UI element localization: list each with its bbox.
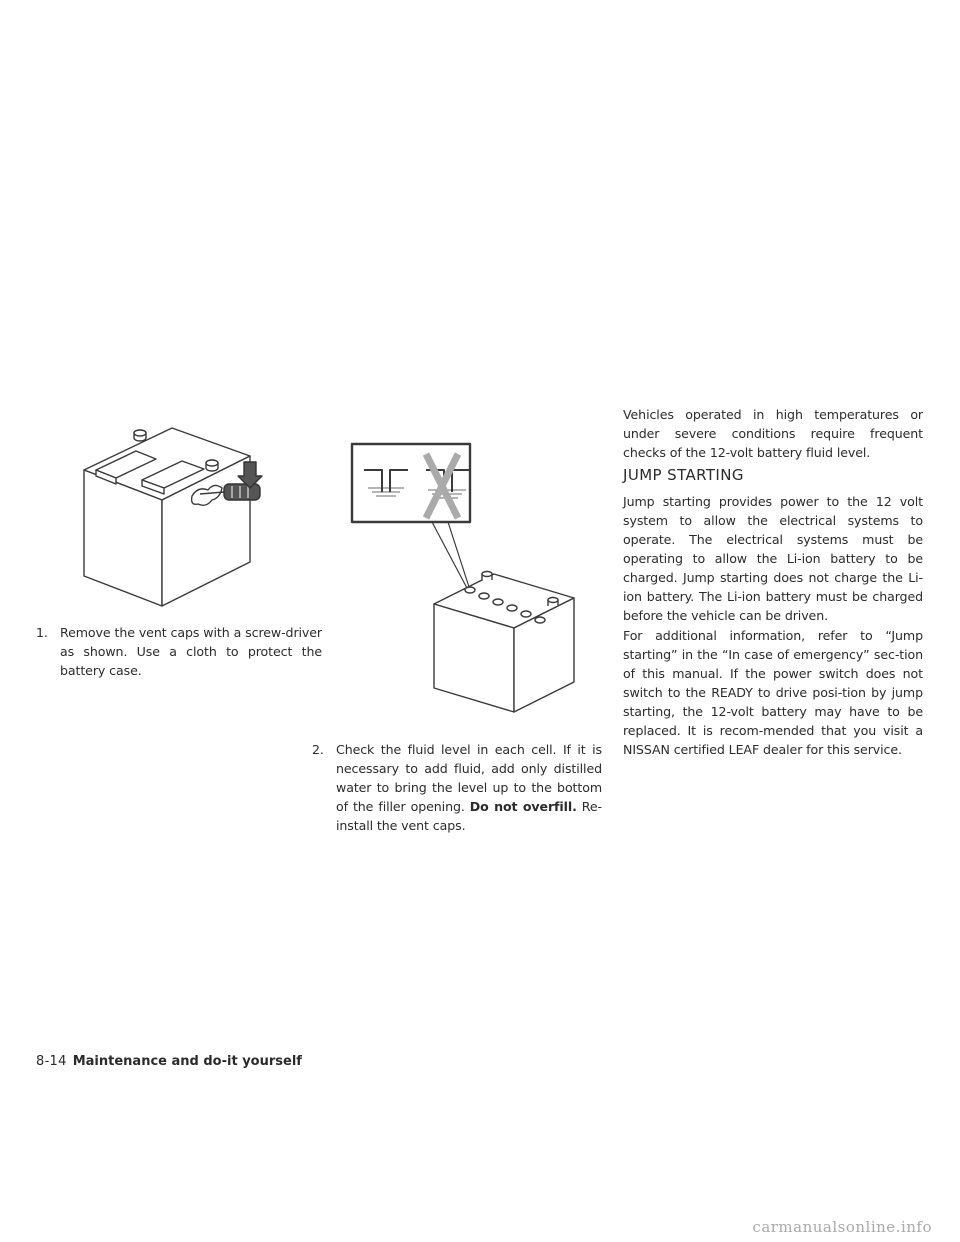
step-2-text-b: Re-install the vent caps. (336, 799, 602, 833)
section-title: Maintenance and do-it yourself (72, 1054, 302, 1069)
watermark: carmanualsonline.info (752, 1218, 932, 1236)
battery-fluid-level-illustration (348, 440, 588, 720)
step-2 (312, 740, 602, 835)
jump-starting-paragraph-1: Jump starting provides power to the 12 volt system to allow the electrical systems to operate. The electrical systems must be operating to allow the Li-ion battery to be charged. Jump starting does not charge the Li-ion battery. The Li-ion battery must be charged before the vehicle can be driven. (623, 494, 923, 623)
step-1-text: Remove the vent caps with a screw-driver as shown. Use a cloth to protect the battery case. (60, 625, 322, 678)
section-heading-jump-starting: JUMP STARTING (623, 466, 744, 484)
page-footer (36, 1054, 302, 1069)
step-1-number: 1. (36, 625, 48, 640)
step-2-text-a: Check the fluid level in each cell. If it is necessary to add fluid, add only distilled water to bring the level up to the bottom of the filler opening. (336, 742, 602, 814)
battery-fluid-intro: Vehicles operated in high temperatures or under severe conditions require frequent checks of the 12-volt battery fluid level. (623, 407, 923, 460)
battery-vent-cap-removal-illustration (74, 418, 274, 608)
page-number: 8-14 (36, 1054, 67, 1069)
step-2-warning: Do not overfill. (469, 799, 577, 814)
step-2-text (336, 740, 602, 835)
step-2-number: 2. (312, 742, 324, 757)
jump-starting-paragraph-2: For additional information, refer to “Jump starting” in the “In case of emergency” sec-tion of this manual. If the power switch does not switch to the READY to drive posi-tion by jump starting, the 12-volt battery may have to be replaced. It is recom-mended that you visit a NISSAN certified LEAF dealer for this service. (623, 628, 923, 757)
step-1 (36, 623, 322, 680)
